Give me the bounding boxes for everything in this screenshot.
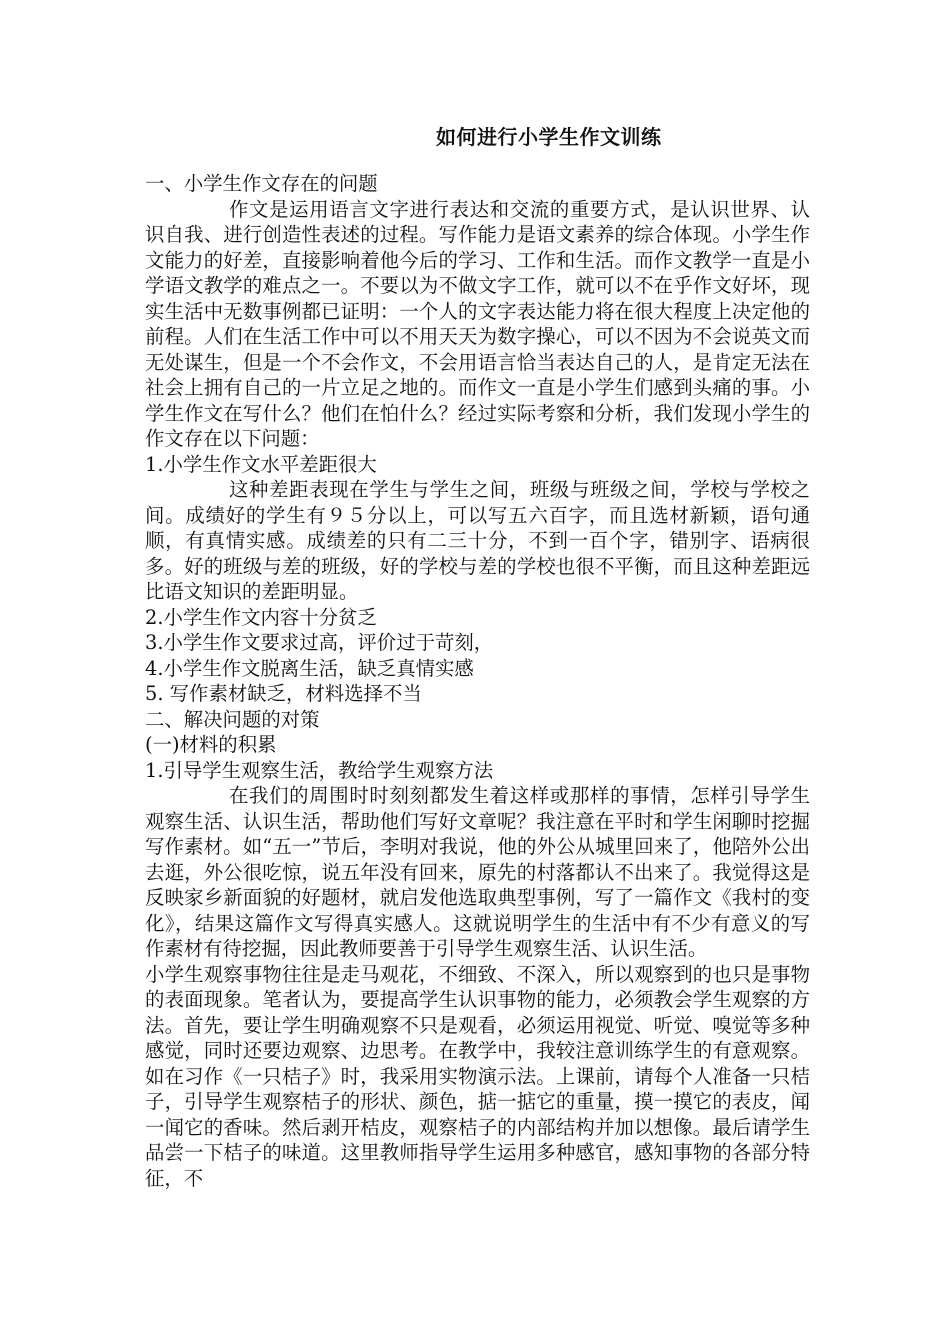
list-item-problem-2: 2.小学生作文内容十分贫乏 xyxy=(145,605,377,629)
paragraph-observation-example: 在我们的周围时时刻刻都发生着这样或那样的事情，怎样引导学生观察生活、认识生活，帮助他们写好文章呢？我注意在平时和学生闲聊时挖掘写作素材。如“五一”节后，李明对我说，他的外公从城里回来了，他陪外公出去逛，外公很吃惊，说五年没有回来，原先的村落都认不出来了。我觉得这是反映家乡新面貌的好题材，就启发他选取典型事例，写了一篇作文《我村的变化》，结果这篇作文写得真实感人。这就说明学生的生活中有不少有意义的写作素材有待挖掘，因此教师要善于引导学生观察生活、认识生活。 xyxy=(145,784,810,960)
section-heading-problems: 一、小学生作文存在的问题 xyxy=(145,172,378,195)
list-item-problem-1: 1.小学生作文水平差距很大 xyxy=(145,452,377,476)
paragraph-gap: 这种差距表现在学生与学生之间，班级与班级之间，学校与学校之间。成绩好的学生有９５分以上，可以写五六百字，而且选材新颖，语句通顺，有真情实感。成绩差的只有二三十分，不到一百个字，错别字、语病很多。好的班级与差的班级，好的学校与差的学校也很不平衡，而且这种差距远比语文知识的差距明显。 xyxy=(145,478,810,603)
subsection-heading-materials: (一)材料的积累 xyxy=(145,733,277,756)
list-item-problem-3: 3.小学生作文要求过高，评价过于苛刻， xyxy=(145,631,494,654)
list-item-problem-4: 4.小学生作文脱离生活，缺乏真情实感 xyxy=(145,656,474,680)
point-heading-observation: 1.引导学生观察生活，教给学生观察方法 xyxy=(145,758,494,782)
paragraph-observation-method: 小学生观察事物往往是走马观花，不细致、不深入，所以观察到的也只是事物的表面现象。笔者认为，要提高学生认识事物的能力，必须教会学生观察的方法。首先，要让学生明确观察不只是观看，必须运用视觉、听觉、嗅觉等多种感觉，同时还要边观察、边思考。在教学中，我较注意训练学生的有意观察。如在习作《一只桔子》时，我采用实物演示法。上课前，请每个人准备一只桔子，引导学生观察桔子的形状、颜色，掂一掂它的重量，摸一摸它的表皮，闻一闻它的香味。然后剥开桔皮，观察桔子的内部结构并加以想像。最后请学生品尝一下桔子的味道。这里教师指导学生运用多种感官，感知事物的各部分特征，不 xyxy=(145,962,810,1190)
paragraph-intro: 作文是运用语言文字进行表达和交流的重要方式，是认识世界、认识自我、进行创造性表述的过程。写作能力是语文素养的综合体现。小学生作文能力的好差，直接影响着他今后的学习、工作和生活。而作文教学一直是小学语文教学的难点之一。不要以为不做文字工作，就可以不在乎作文好坏，现实生活中无数事例都已证明：一个人的文字表达能力将在很大程度上决定他的前程。人们在生活工作中可以不用天天为数字操心，可以不因为不会说英文而无处谋生，但是一个不会作文，不会用语言恰当表达自己的人，是肯定无法在社会上拥有自己的一片立足之地的。而作文一直是小学生们感到头痛的事。小学生作文在写什么？他们在怕什么？经过实际考察和分析，我们发现小学生的作文存在以下问题： xyxy=(145,197,810,450)
section-heading-solutions: 二、解决问题的对策 xyxy=(145,707,320,731)
document-title: 如何进行小学生作文训练 xyxy=(436,125,662,149)
document-body xyxy=(145,171,810,1191)
list-item-problem-5: 5. 写作素材缺乏，材料选择不当 xyxy=(145,682,422,705)
